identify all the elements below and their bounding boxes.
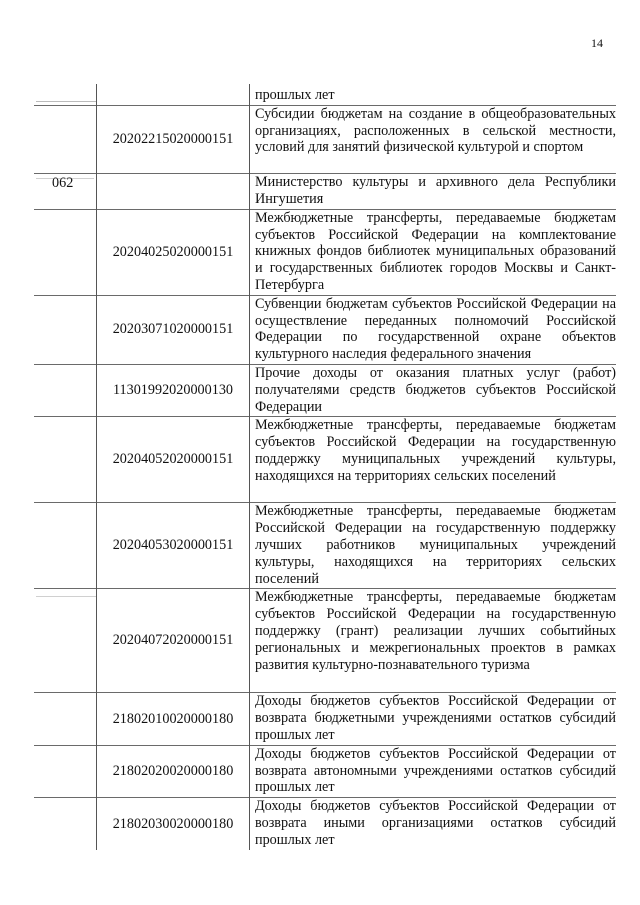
revenue-description-cell: Межбюджетные трансферты, передаваемые бюджетам субъектов Российской Федерации на государственную поддержку (грант) реализации лучших событийных региональных и межрегиональных проектов в рамках развития культурно-познавательного туризма — [250, 589, 617, 693]
ministry-code-cell — [34, 209, 97, 295]
revenue-description-cell: Доходы бюджетов субъектов Российской Федерации от возврата автономными учреждениями остатков субсидий прошлых лет — [250, 745, 617, 797]
table-row — [34, 503, 616, 589]
ministry-code-cell — [34, 503, 97, 589]
revenue-description-cell: Субсидии бюджетам на создание в общеобразовательных организациях, расположенных в сельской местности, условий для занятий физической культурой и спортом — [250, 105, 617, 173]
revenue-description-cell: Межбюджетные трансферты, передаваемые бюджетам Российской Федерации на государственную поддержку лучших работников муниципальных учреждений культуры, находящихся на территориях сельских поселений — [250, 503, 617, 589]
table-row — [34, 295, 616, 364]
ministry-code-cell — [34, 105, 97, 173]
revenue-description-cell: Прочие доходы от оказания платных услуг (работ) получателями средств бюджетов субъектов Российской Федерации — [250, 364, 617, 416]
kbk-code-cell: 20204052020000151 — [97, 417, 250, 503]
table-row — [34, 745, 616, 797]
table-row — [34, 589, 616, 693]
table-row — [34, 798, 616, 850]
revenue-description-cell: Межбюджетные трансферты, передаваемые бюджетам субъектов Российской Федерации на комплектование книжных фондов библиотек муниципальных образований и государственных библиотек городов Москвы и Санкт-Петербурга — [250, 209, 617, 295]
ministry-code-cell — [34, 84, 97, 105]
ministry-code-cell — [34, 417, 97, 503]
scan-artifact-line — [36, 101, 96, 102]
ministry-code: 062 — [52, 174, 74, 191]
kbk-code-cell — [97, 173, 250, 209]
kbk-code-cell: 20204072020000151 — [97, 589, 250, 693]
kbk-code-cell: 20204025020000151 — [97, 209, 250, 295]
table-row — [34, 364, 616, 416]
table-row — [34, 417, 616, 503]
page-number: 14 — [591, 36, 603, 50]
scan-artifact-line — [36, 596, 96, 597]
kbk-code-cell: 21802010020000180 — [97, 693, 250, 745]
table-row — [34, 105, 616, 173]
kbk-code-cell — [97, 84, 250, 105]
kbk-code-cell: 11301992020000130 — [97, 364, 250, 416]
ministry-code-cell — [34, 693, 97, 745]
revenue-description-cell: Субвенции бюджетам субъектов Российской Федерации на осуществление переданных полномочий Российской Федерации по государственной охране объектов культурного наследия федерального значения — [250, 295, 617, 364]
ministry-code-cell — [34, 589, 97, 693]
scan-artifact-line — [36, 178, 94, 179]
kbk-code-cell: 21802030020000180 — [97, 798, 250, 850]
table-row — [34, 173, 616, 209]
kbk-code-cell: 20203071020000151 — [97, 295, 250, 364]
ministry-code-cell — [34, 364, 97, 416]
kbk-code-cell: 20204053020000151 — [97, 503, 250, 589]
revenue-description-cell: Доходы бюджетов субъектов Российской Федерации от возврата бюджетными учреждениями остатков субсидий прошлых лет — [250, 693, 617, 745]
revenue-description-cell: Доходы бюджетов субъектов Российской Федерации от возврата иными организациями остатков субсидий прошлых лет — [250, 798, 617, 850]
revenue-description-cell: прошлых лет — [255, 87, 335, 103]
kbk-code-cell: 21802020020000180 — [97, 745, 250, 797]
kbk-code-cell: 20202215020000151 — [97, 105, 250, 173]
revenue-description-cell: Министерство культуры и архивного дела Республики Ингушетия — [250, 173, 617, 209]
table-row — [34, 209, 616, 295]
ministry-code-cell — [34, 295, 97, 364]
ministry-code-cell — [34, 745, 97, 797]
table-row — [34, 84, 616, 105]
revenue-description-cell: Межбюджетные трансферты, передаваемые бюджетам субъектов Российской Федерации на государственную поддержку муниципальных учреждений культуры, находящихся на территориях сельских поселений — [250, 417, 617, 503]
table-row — [34, 693, 616, 745]
budget-revenue-table — [34, 84, 616, 850]
ministry-code-cell — [34, 798, 97, 850]
